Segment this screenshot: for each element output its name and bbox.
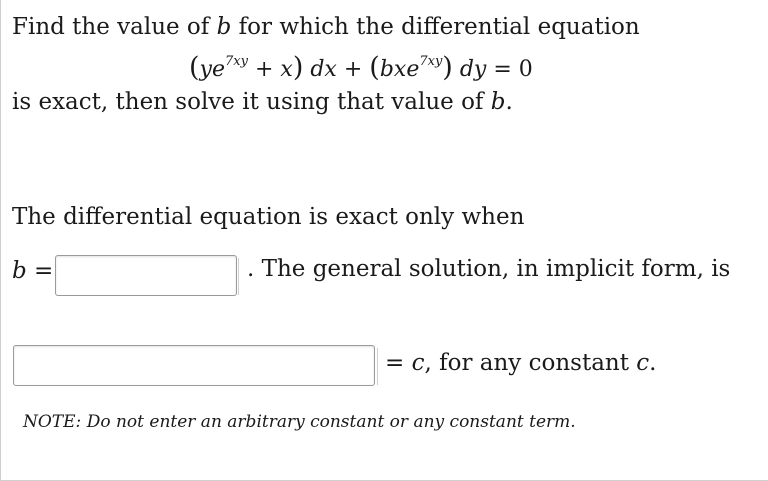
b-input-edge bbox=[235, 258, 239, 295]
constant-text bbox=[385, 350, 656, 376]
question-line-3 bbox=[12, 89, 513, 115]
b-label bbox=[12, 258, 53, 284]
eq-e-1: e bbox=[211, 57, 226, 82]
constant-text-mid: , for any constant bbox=[424, 350, 637, 376]
implicit-solution-input[interactable] bbox=[13, 345, 375, 386]
part1-intro: The differential equation is exact only when bbox=[12, 204, 525, 230]
b-label-var: b bbox=[12, 258, 27, 284]
b-value-input[interactable] bbox=[55, 255, 237, 296]
open-paren-1: ( bbox=[189, 52, 200, 83]
exponent-1: 7xy bbox=[225, 53, 248, 69]
eq-y: y bbox=[199, 57, 212, 82]
eq-dy: dy bbox=[452, 57, 487, 82]
close-paren-2: ) bbox=[442, 52, 453, 83]
constant-c-2: c bbox=[636, 350, 650, 376]
constant-c: c bbox=[411, 350, 425, 376]
question-line-1-suffix: for which the differential equation bbox=[231, 14, 640, 40]
b-label-eq: = bbox=[26, 258, 54, 284]
open-paren-2: ( bbox=[369, 52, 380, 83]
question-line-1 bbox=[12, 14, 640, 40]
exponent-2: 7xy bbox=[419, 53, 443, 69]
general-solution-text: . The general solution, in implicit form, is bbox=[247, 256, 731, 282]
solution-input-edge bbox=[374, 348, 378, 385]
eq-bx: bx bbox=[379, 57, 407, 82]
differential-equation bbox=[189, 52, 533, 83]
eq-e-2: e bbox=[406, 57, 420, 82]
eq-equals-zero: = 0 bbox=[486, 57, 533, 82]
eq-x: x bbox=[280, 57, 293, 82]
eq-plus-2: + bbox=[336, 57, 370, 82]
equals-sign: = bbox=[385, 350, 412, 376]
close-paren-1: ) bbox=[292, 52, 304, 83]
constant-text-end: . bbox=[649, 350, 657, 376]
variable-b-2: b bbox=[490, 89, 506, 115]
question-line-3-suffix: . bbox=[505, 89, 513, 115]
variable-b: b bbox=[216, 14, 232, 40]
note-text: NOTE: Do not enter an arbitrary constant or any constant term. bbox=[23, 412, 576, 432]
question-line-1-prefix: Find the value of bbox=[12, 14, 217, 40]
eq-dx: dx bbox=[303, 57, 337, 82]
question-line-3-prefix: is exact, then solve it using that value of bbox=[12, 89, 491, 115]
eq-plus-1: + bbox=[247, 57, 281, 82]
